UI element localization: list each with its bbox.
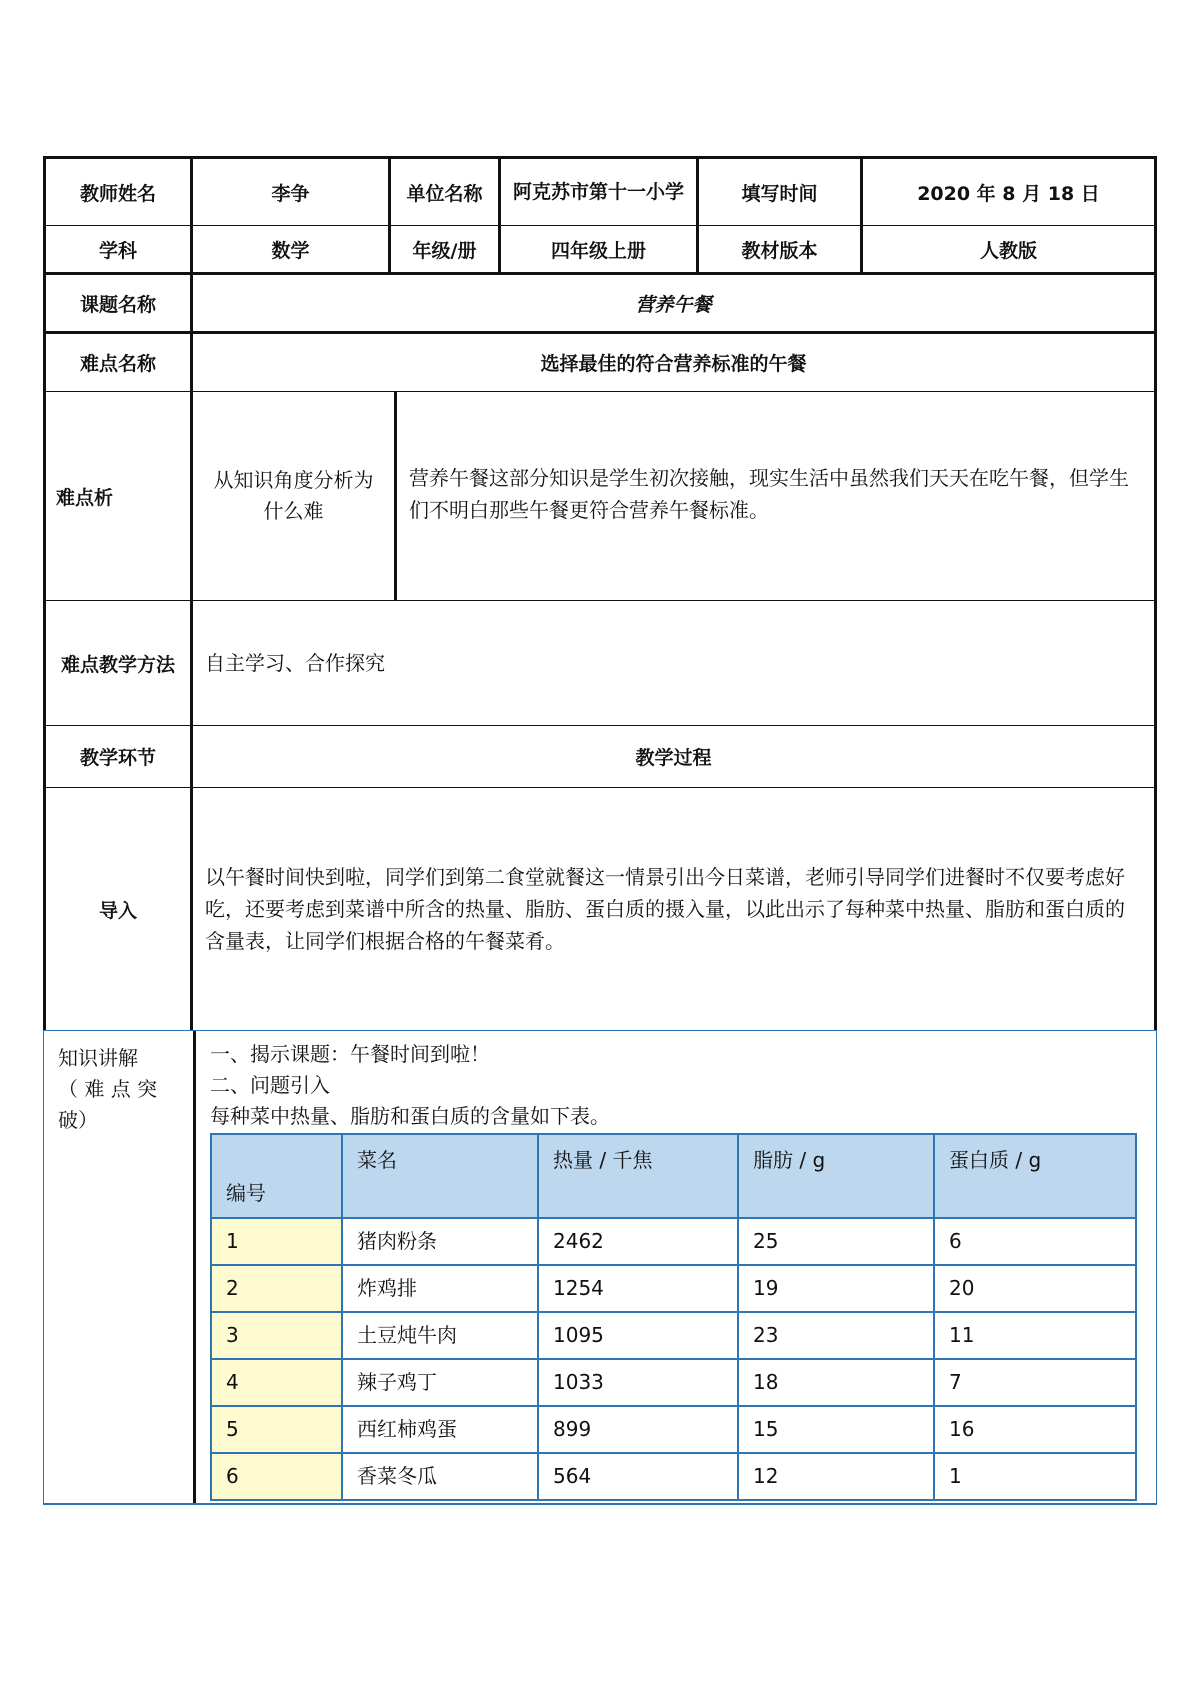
subject-value: 数学 (193, 226, 391, 272)
cell-id: 6 (211, 1453, 342, 1500)
knowledge-label-line1: 知识讲解 (58, 1046, 138, 1070)
knowledge-line-2: 二、问题引入 (210, 1073, 330, 1097)
difficulty-label: 难点名称 (43, 334, 193, 391)
intro-text: 以午餐时间快到啦，同学们到第二食堂就餐这一情景引出今日菜谱，老师引导同学们进餐时不仅要考虑好吃，还要考虑到菜谱中所含的热量、脂肪、蛋白质的摄入量，以此出示了每种菜中热量、脂肪和蛋白质的含量表，让同学们根据合格的午餐菜肴。 (193, 788, 1157, 1030)
cell-dish: 土豆炖牛肉 (342, 1312, 538, 1359)
method-row (43, 601, 1157, 726)
nutrition-table (210, 1133, 1137, 1501)
analysis-text: 营养午餐这部分知识是学生初次接触，现实生活中虽然我们天天在吃午餐，但学生们不明白那些午餐更符合营养午餐标准。 (397, 392, 1157, 600)
cell-calories: 564 (538, 1453, 738, 1500)
intro-row (43, 788, 1157, 1031)
cell-fat: 25 (738, 1218, 934, 1265)
date-value: 2020 年 8 月 18 日 (863, 159, 1157, 225)
header-id: 编号 (211, 1134, 342, 1218)
cell-dish: 猪肉粉条 (342, 1218, 538, 1265)
cell-id: 4 (211, 1359, 342, 1406)
cell-calories: 2462 (538, 1218, 738, 1265)
method-label: 难点教学方法 (43, 601, 193, 725)
cell-fat: 18 (738, 1359, 934, 1406)
teacher-value: 李争 (193, 159, 391, 225)
table-row (211, 1406, 1136, 1453)
cell-protein: 20 (934, 1265, 1136, 1312)
cell-dish: 辣子鸡丁 (342, 1359, 538, 1406)
knowledge-content (210, 1039, 1137, 1501)
knowledge-label (58, 1043, 180, 1136)
grade-value: 四年级上册 (501, 226, 699, 272)
topic-label: 课题名称 (43, 275, 193, 331)
subject-label: 学科 (43, 226, 193, 272)
cell-id: 5 (211, 1406, 342, 1453)
header-protein: 蛋白质 / g (934, 1134, 1136, 1218)
teacher-label: 教师姓名 (43, 159, 193, 225)
knowledge-label-line3: 破） (58, 1108, 98, 1132)
cell-id: 1 (211, 1218, 342, 1265)
difficulty-value: 选择最佳的符合营养标准的午餐 (193, 334, 1157, 391)
header-row-2 (43, 226, 1157, 275)
difficulty-row (43, 334, 1157, 392)
cell-id: 3 (211, 1312, 342, 1359)
lesson-plan-sheet (43, 156, 1157, 1505)
cell-calories: 1254 (538, 1265, 738, 1312)
cell-dish: 炸鸡排 (342, 1265, 538, 1312)
knowledge-line-1: 一、揭示课题：午餐时间到啦！ (210, 1042, 490, 1066)
unit-value: 阿克苏市第十一小学 (501, 159, 699, 225)
unit-label: 单位名称 (391, 159, 501, 225)
cell-protein: 7 (934, 1359, 1136, 1406)
date-label: 填写时间 (699, 159, 863, 225)
topic-row (43, 275, 1157, 334)
table-row (211, 1312, 1136, 1359)
edition-value: 人教版 (863, 226, 1157, 272)
analysis-sub-label: 从知识角度分析为什么难 (193, 392, 397, 600)
method-value: 自主学习、合作探究 (193, 601, 1157, 725)
table-row (211, 1218, 1136, 1265)
cell-fat: 15 (738, 1406, 934, 1453)
header-fat: 脂肪 / g (738, 1134, 934, 1218)
cell-protein: 16 (934, 1406, 1136, 1453)
header-calories: 热量 / 千焦 (538, 1134, 738, 1218)
cell-calories: 899 (538, 1406, 738, 1453)
knowledge-label-line2: （ 难 点 突 (58, 1077, 158, 1101)
header-row-1 (43, 156, 1157, 226)
cell-dish: 西红柿鸡蛋 (342, 1406, 538, 1453)
cell-protein: 11 (934, 1312, 1136, 1359)
table-row (211, 1453, 1136, 1500)
header-dish: 菜名 (342, 1134, 538, 1218)
nutrition-table-header (211, 1134, 1136, 1218)
cell-protein: 6 (934, 1218, 1136, 1265)
cell-fat: 23 (738, 1312, 934, 1359)
knowledge-line-3: 每种菜中热量、脂肪和蛋白质的含量如下表。 (210, 1104, 610, 1128)
topic-value: 营养午餐 (193, 275, 1157, 331)
analysis-label: 难点析 (43, 392, 193, 600)
cell-fat: 12 (738, 1453, 934, 1500)
cell-dish: 香菜冬瓜 (342, 1453, 538, 1500)
table-row (211, 1359, 1136, 1406)
cell-calories: 1033 (538, 1359, 738, 1406)
knowledge-row (43, 1031, 1157, 1505)
section-value: 教学过程 (193, 726, 1157, 787)
cell-fat: 19 (738, 1265, 934, 1312)
intro-label: 导入 (43, 788, 193, 1030)
section-header-row (43, 726, 1157, 788)
analysis-row (43, 392, 1157, 601)
cell-id: 2 (211, 1265, 342, 1312)
cell-protein: 1 (934, 1453, 1136, 1500)
section-label: 教学环节 (43, 726, 193, 787)
edition-label: 教材版本 (699, 226, 863, 272)
table-row (211, 1265, 1136, 1312)
knowledge-divider (193, 1031, 196, 1503)
grade-label: 年级/册 (391, 226, 501, 272)
cell-calories: 1095 (538, 1312, 738, 1359)
